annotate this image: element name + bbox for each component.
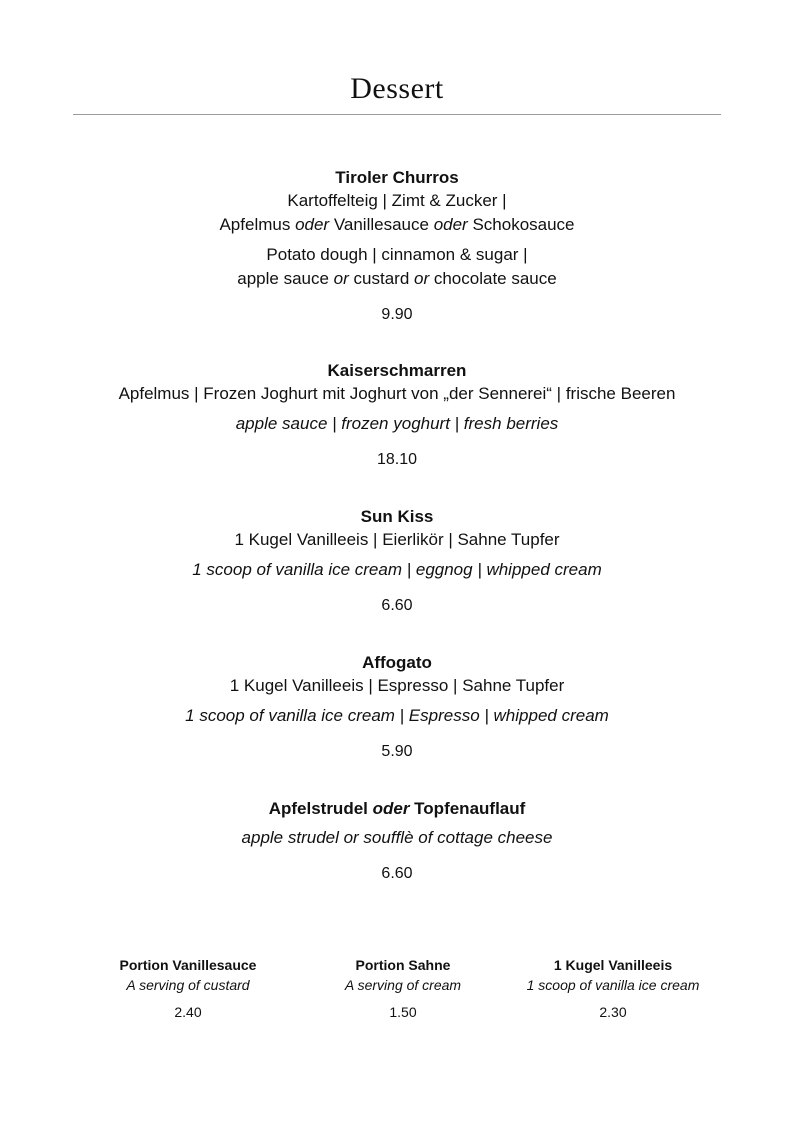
title-divider [73,114,721,115]
item-description-de: 1 Kugel Vanilleeis | Espresso | Sahne Tupfer [229,676,565,695]
item-description-de-line2: Apfelmus oder Vanillesauce oder Schokosauce [219,215,575,234]
item-description-en: apple strudel or soufflè of cottage cheese [241,828,553,847]
item-description-en: apple sauce | frozen yoghurt | fresh berries [235,414,559,433]
item-name: Apfelstrudel oder Topfenauflauf [268,799,526,818]
item-price: 6.60 [381,597,413,614]
extra-description: 1 scoop of vanilla ice cream [526,977,700,993]
extra-description: A serving of cream [344,977,462,993]
extra-name: Portion Vanillesauce [119,957,257,973]
menu-item-tiroler-churros [40,167,754,325]
extra-price: 2.30 [599,1004,627,1020]
extra-portion-vanillesauce [78,956,298,1022]
item-price: 9.90 [381,306,413,323]
extra-portion-sahne [293,956,513,1022]
menu-item-sun-kiss [40,506,754,616]
item-price: 5.90 [381,743,413,760]
menu-item-affogato [40,652,754,762]
menu-item-apfelstrudel-topfenauflauf [40,798,754,884]
page-title: Dessert [350,72,444,105]
extra-name: 1 Kugel Vanilleeis [553,957,673,973]
item-price: 18.10 [376,451,418,468]
item-description-en-line2: apple sauce or custard or chocolate sauce [237,269,557,288]
item-description-de: Kartoffelteig | Zimt & Zucker | [287,191,507,210]
extra-description: A serving of custard [126,977,250,993]
extra-price: 2.40 [174,1004,202,1020]
extra-price: 1.50 [389,1004,417,1020]
item-description-en: 1 scoop of vanilla ice cream | eggnog | whipped cream [192,560,602,579]
item-description-de: Apfelmus | Frozen Joghurt mit Joghurt von „der Sennerei“ | frische Beeren [118,384,676,403]
item-description-en: 1 scoop of vanilla ice cream | Espresso | whipped cream [185,706,609,725]
item-name: Kaiserschmarren [327,361,467,380]
item-description-en: Potato dough | cinnamon & sugar | [266,245,528,264]
extra-kugel-vanilleeis [503,956,723,1022]
item-name: Affogato [362,653,432,672]
menu-item-kaiserschmarren [40,360,754,470]
item-price: 6.60 [381,865,413,882]
extra-name: Portion Sahne [355,957,451,973]
item-name: Tiroler Churros [335,168,459,187]
item-description-de: 1 Kugel Vanilleeis | Eierlikör | Sahne Tupfer [234,530,560,549]
item-name: Sun Kiss [360,507,434,526]
